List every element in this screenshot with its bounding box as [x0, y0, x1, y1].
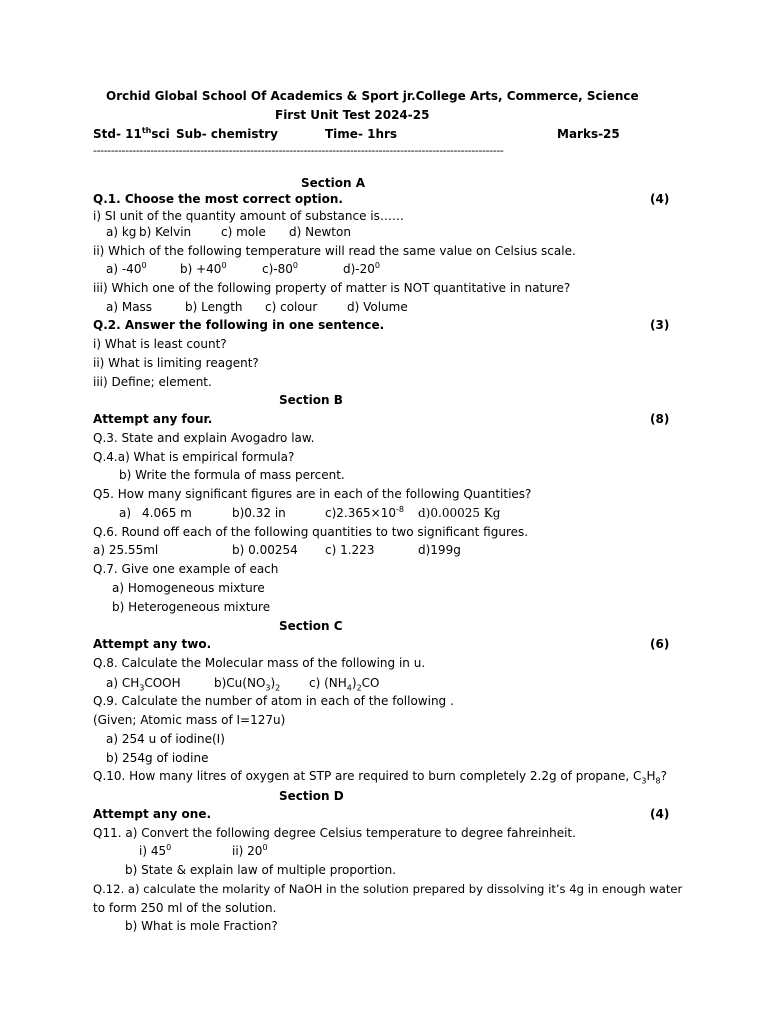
q5-text: Q5. How many significant figures are in each of the following Quantities? [93, 487, 532, 501]
section-b-title: Section B [279, 393, 343, 407]
q10-text: Q.10. How many litres of oxygen at STP are required to burn completely 2.2g of propane, $C_3H_8$? [93, 769, 667, 786]
q4a-text: Q.4.a) What is empirical formula? [93, 450, 295, 464]
q9-item-a: a) 254 u of iodine(I) [106, 732, 225, 746]
q2-text: Q.2. Answer the following in one sentence. [93, 318, 385, 332]
q5-option-c: $c)2.365\times 10^{-8}$ [325, 505, 404, 520]
q1-i-option-d: d) Newton [289, 225, 351, 239]
q6-option-d: d)199g [418, 543, 461, 557]
q2-marks: (3) [650, 318, 670, 332]
q1-ii-option-b: $b) +40^0$ [180, 261, 227, 276]
q1-i-option-c: c) mole [221, 225, 266, 239]
q11-text: Q11. a) Convert the following degree Celsius temperature to degree fahreinheit. [93, 826, 576, 840]
q11-option-ii: ii) $20^0$ [232, 843, 268, 858]
q8-option-b: $b)Cu(NO_3)_2$ [214, 676, 281, 693]
divider-dashes: ------------------------------------------------------------------------------------------------------------------- [93, 144, 504, 157]
q1-ii-text: ii) Which of the following temperature will read the same value on Celsius scale. [93, 244, 576, 258]
marks-label: Marks-25 [557, 127, 620, 141]
section-d-attempt: Attempt any one. [93, 807, 212, 821]
std-label: Std- 11thsci [93, 126, 170, 141]
q12b-text: b) What is mole Fraction? [125, 919, 278, 933]
q1-iii-option-b: b) Length [185, 300, 243, 314]
q1-iii-option-c: c) colour [265, 300, 318, 314]
q5-option-a-label: a) [119, 506, 132, 520]
q1-iii-text: iii) Which one of the following property of matter is NOT quantitative in nature? [93, 281, 571, 295]
school-name: Orchid Global School Of Academics & Sport jr.College Arts, Commerce, Science [106, 89, 639, 103]
q3-text: Q.3. State and explain Avogadro law. [93, 431, 315, 445]
q1-i-option-a: a) kg [106, 225, 137, 239]
section-d-marks: (4) [650, 807, 670, 821]
q9-given: (Given; Atomic mass of I=127u) [93, 713, 286, 727]
section-c-marks: (6) [650, 637, 670, 651]
section-b-marks: (8) [650, 412, 670, 426]
q8-text: Q.8. Calculate the Molecular mass of the following in u. [93, 656, 426, 670]
q12-text-line2: to form 250 ml of the solution. [93, 901, 277, 915]
q1-ii-option-a: a) $-40^0$ [106, 261, 147, 276]
q9-item-b: b) 254g of iodine [106, 751, 209, 765]
section-a-title: Section A [301, 176, 365, 190]
section-d-title: Section D [279, 789, 344, 803]
q1-ii-option-d: $d)-20^0$ [343, 261, 380, 276]
q1-i-text: i) SI unit of the quantity amount of substance is…… [93, 209, 404, 223]
q6-text: Q.6. Round off each of the following quantities to two significant figures. [93, 525, 529, 539]
q6-option-c: c) 1.223 [325, 543, 375, 557]
q8-option-a: a) $CH_3COOH$ [106, 676, 181, 693]
q12-text-line1: Q.12. a) calculate the molarity of NaOH in the solution prepared by dissolving it’s 4g in enough water [93, 882, 683, 896]
subject-label: Sub- chemistry [176, 127, 278, 141]
q1-marks: (4) [650, 192, 670, 206]
q4b-text: b) Write the formula of mass percent. [119, 468, 345, 482]
section-b-attempt: Attempt any four. [93, 412, 213, 426]
q2-item-2: ii) What is limiting reagent? [93, 356, 259, 370]
section-c-title: Section C [279, 619, 343, 633]
q6-option-b: b) 0.00254 [232, 543, 298, 557]
test-title: First Unit Test 2024-25 [275, 108, 430, 122]
q1-i-option-b: b) Kelvin [139, 225, 192, 239]
q7-text: Q.7. Give one example of each [93, 562, 279, 576]
section-c-attempt: Attempt any two. [93, 637, 212, 651]
q1-ii-option-c: $c)-80^0$ [262, 261, 298, 276]
q9-text: Q.9. Calculate the number of atom in each of the following . [93, 694, 454, 708]
q8-option-c: c) $(NH_4)_2CO$ [309, 676, 380, 693]
q7-item-a: a) Homogeneous mixture [112, 581, 265, 595]
q1-iii-option-d: d) Volume [347, 300, 408, 314]
q6-option-a: a) 25.55ml [93, 543, 159, 557]
q2-item-1: i) What is least count? [93, 337, 227, 351]
time-label: Time- 1hrs [325, 127, 398, 141]
q5-option-b: b)0.32 in [232, 506, 286, 520]
q1-iii-option-a: a) Mass [106, 300, 153, 314]
q11-option-i: i) $45^0$ [139, 843, 172, 858]
q2-item-3: iii) Define; element. [93, 375, 212, 389]
q5-option-d: d)0.00025 Kg [418, 506, 501, 520]
q5-option-a: 4.065 m [142, 506, 192, 520]
q11b-text: b) State & explain law of multiple proportion. [125, 863, 397, 877]
q1-text: Q.1. Choose the most correct option. [93, 192, 343, 206]
q7-item-b: b) Heterogeneous mixture [112, 600, 271, 614]
